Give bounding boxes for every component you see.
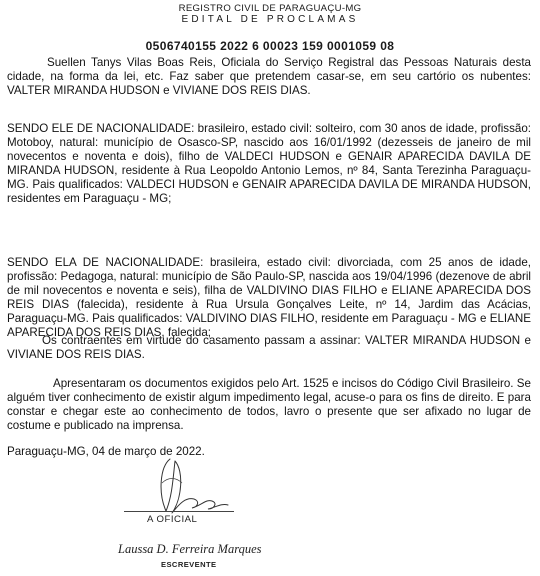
bride-paragraph: SENDO ELA DE NACIONALIDADE: brasileira, estado civil: divorciada, com 25 anos de idade, profissão: Pedagoga, natural: município de São Paulo-SP, nascida aos 19/04/1996 (dezenove de abril de mil novecentos e noventa e seis), filha de VALDIVINO DIAS FILHO e ELIANE APARECIDA DOS REIS DIAS (falecida), residente à Rua Ursula Gonçalves Leite, nº 14, Jardim das Acácias, Paraguaçu-MG. Pais qualificados: VALDIVINO DIAS FILHO, residente em Paraguaçu - MG e ELIANE APARECIDA DOS REIS DIAS, falecida;: [7, 256, 531, 339]
registration-number: 0506740155 2022 6 00023 159 0001059 08: [145, 39, 395, 53]
signing-paragraph: Os contraentes em virtude do casamento passam a assinar: VALTER MIRANDA HUDSON e VIVIANE DOS REIS DIAS.: [7, 334, 531, 361]
place-date: Paraguaçu-MG, 04 de março de 2022.: [7, 445, 205, 458]
registry-name: REGISTRO CIVIL DE PARAGUAÇU-MG: [178, 3, 362, 14]
document-title: EDITAL DE PROCLAMAS: [181, 14, 359, 25]
groom-paragraph: SENDO ELE DE NACIONALIDADE: brasileiro, estado civil: solteiro, com 30 anos de idade, profissão: Motoboy, natural: município de Osasco-SP, nascido aos 16/01/1992 (dezesseis de janeiro de mil novecentos e noventa e dois), filho de VALDECI HUDSON e GENAIR APARECIDA DAVILA DE MIRANDA HUDSON, residente à Rua Leopoldo Antonio Lemos, nº 84, Santa Terezinha Paraguaçu-MG. Pais qualificados: VALDECI HUDSON e GENAIR APARECIDA DAVILA DE MIRANDA HUDSON, residentes em Paraguaçu - MG;: [7, 122, 531, 205]
signature-line: [124, 511, 234, 512]
clerk-name: Laussa D. Ferreira Marques: [118, 542, 262, 556]
documents-paragraph: Apresentaram os documentos exigidos pelo Art. 1525 e incisos do Código Civil Brasileiro. Se alguém tiver conhecimento de existir algum impedimento legal, acuse-o para os fins de direito. E para constar e chegar este ao conhecimento de todos, lavro o presente que ser afixado no lugar de costume e publicado na imprensa.: [7, 377, 531, 432]
intro-paragraph: Suellen Tanys Vilas Boas Reis, Oficiala do Serviço Registral das Pessoas Naturais desta cidade, na forma da lei, etc. Faz saber que pretendem casar-se, em seu cartório os nubentes: VALTER MIRANDA HUDSON e VIVIANE DOS REIS DIAS.: [7, 56, 531, 97]
official-signature: [142, 453, 234, 519]
clerk-role: ESCREVENTE: [161, 560, 217, 569]
official-label: A OFICIAL: [147, 514, 198, 525]
